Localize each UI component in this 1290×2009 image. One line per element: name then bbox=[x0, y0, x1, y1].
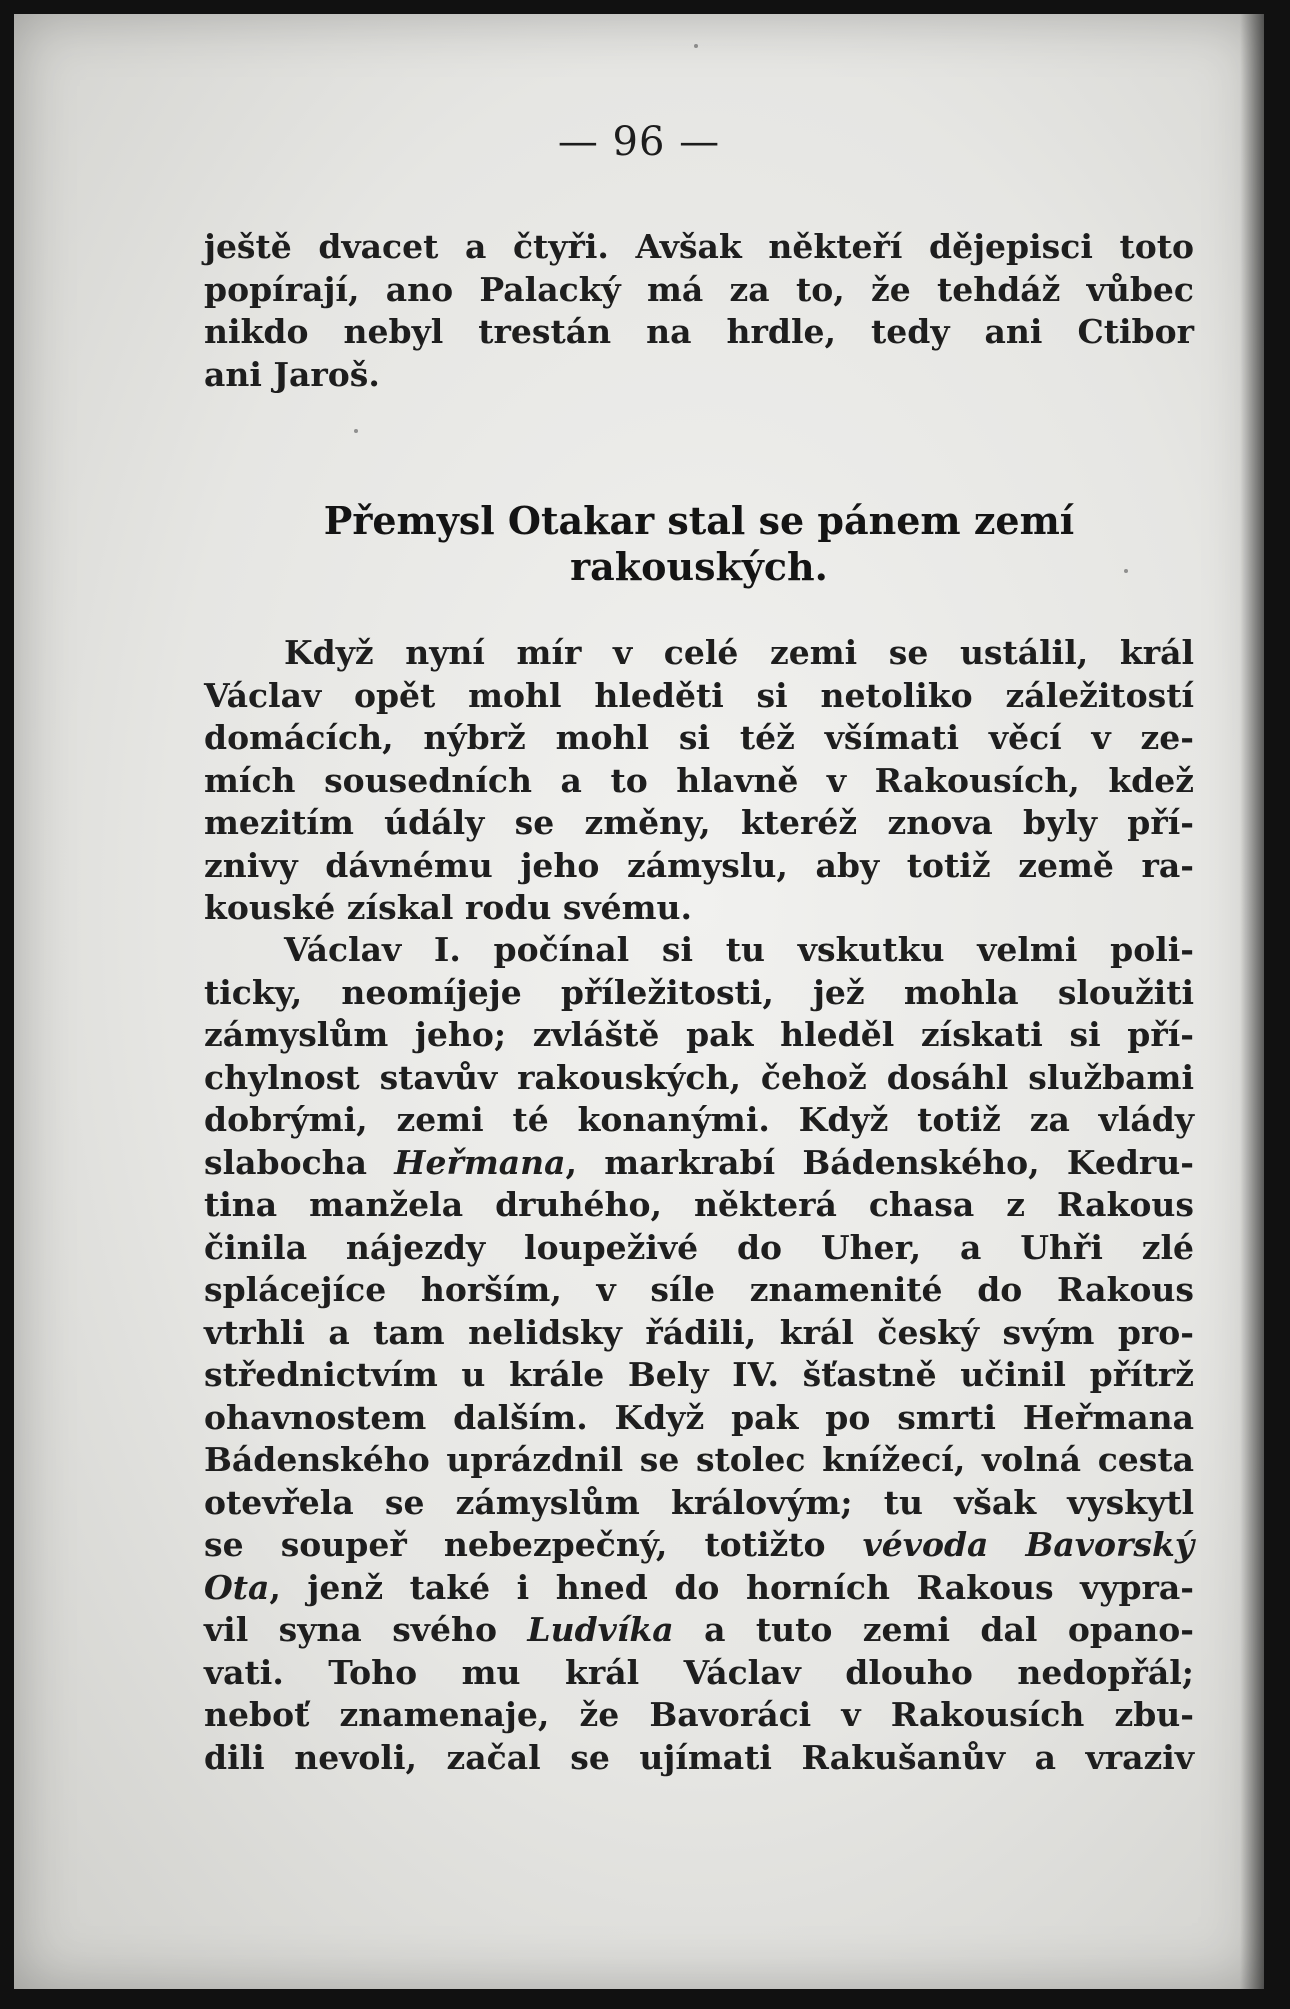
text-line: ohavnostem dalším. Když pak po smrti Heřmana bbox=[204, 1397, 1194, 1437]
page-number: — 96 — bbox=[557, 119, 721, 165]
text-line: tina manžela druhého, některá chasa z Rakous bbox=[204, 1185, 1194, 1224]
text-line: nikdo nebyl trestán na hrdle, tedy ani Ctibor bbox=[204, 312, 1194, 351]
text-line: otevřela se zámyslům královým; tu však vyskytl bbox=[204, 1482, 1194, 1522]
ink-speck bbox=[354, 429, 358, 433]
text-line: Bádenského uprázdnil se stolec knížecí, volná cesta bbox=[204, 1440, 1194, 1479]
text-line: domácích, nýbrž mohl si též všímati věcí v ze- bbox=[204, 718, 1194, 757]
text-fragment: se soupeř nebezpečný, totižto bbox=[204, 1525, 863, 1564]
text-line: střednictvím u krále Bely IV. šťastně učinil přítrž bbox=[204, 1355, 1194, 1394]
text-line: splácejíce horším, v síle znamenité do Rakous bbox=[204, 1270, 1194, 1309]
text-line: ticky, neomíjeje příležitosti, jež mohla sloužiti bbox=[204, 972, 1194, 1012]
text-line: dili nevoli, začal se ujímati Rakušanův a vraziv bbox=[204, 1737, 1194, 1777]
text-fragment: vil syna svého bbox=[204, 1610, 528, 1649]
text-line: vtrhli a tam nelidsky řádili, král český svým pro- bbox=[204, 1312, 1194, 1352]
text-line: Václav I. počínal si tu vskutku velmi poli- bbox=[284, 930, 1194, 969]
heading-line: rakouských. bbox=[570, 544, 828, 589]
text-line: znivy dávnému jeho zámyslu, aby totiž země ra- bbox=[204, 845, 1194, 885]
italic-name: Heřmana bbox=[394, 1142, 566, 1182]
page-edge-shadow bbox=[1240, 14, 1264, 1989]
italic-name: Ota bbox=[204, 1567, 270, 1607]
text-line: ani Jaroš. bbox=[204, 354, 380, 394]
text-line bbox=[204, 1609, 1194, 1652]
italic-name: Ludvíka bbox=[527, 1610, 674, 1649]
paragraph-2 bbox=[204, 929, 1194, 1779]
text-fragment: , jenž také i hned do horních Rakous vypra- bbox=[269, 1567, 1194, 1607]
text-line: dobrými, zemi té konanými. Když totiž za vlády bbox=[204, 1100, 1194, 1139]
italic-name: vévoda Bavorský bbox=[862, 1525, 1194, 1564]
text-line: zámyslům jeho; zvláště pak hleděl získati si pří- bbox=[204, 1015, 1194, 1054]
text-line: Když nyní mír v celé zemi se ustálil, král bbox=[284, 633, 1194, 672]
text-line: vati. Toho mu král Václav dlouho nedopřál; bbox=[204, 1652, 1194, 1692]
text-line: činila nájezdy loupeživé do Uher, a Uhři zlé bbox=[204, 1227, 1194, 1267]
paragraph-1 bbox=[204, 632, 1194, 930]
text-line: chylnost stavův rakouských, čehož dosáhl službami bbox=[204, 1057, 1194, 1097]
text-fragment: , markrabí Bádenského, Kedru- bbox=[565, 1142, 1194, 1182]
text-line: mezitím údály se změny, kteréž znova byly pří- bbox=[204, 803, 1194, 842]
text-line: popírají, ano Palacký má za to, že tehdáž vůbec bbox=[204, 269, 1194, 309]
text-line bbox=[204, 1567, 1194, 1610]
text-line bbox=[204, 1524, 1194, 1567]
text-line: ještě dvacet a čtyři. Avšak někteří dějepisci toto bbox=[204, 227, 1194, 266]
book-page bbox=[14, 14, 1264, 1989]
text-fragment: a tuto zemi dal opano- bbox=[673, 1610, 1194, 1649]
text-line: mích sousedních a to hlavně v Rakousích, kdež bbox=[204, 760, 1194, 800]
ink-speck bbox=[694, 44, 698, 48]
text-line bbox=[204, 1142, 1194, 1185]
text-line: neboť znamenaje, že Bavoráci v Rakousích zbu- bbox=[204, 1695, 1194, 1734]
section-heading bbox=[204, 498, 1194, 590]
text-line: kouské získal rodu svému. bbox=[204, 888, 693, 927]
text-fragment: slabocha bbox=[204, 1142, 395, 1182]
text-line: Václav opět mohl hleděti si netoliko záležitostí bbox=[204, 675, 1194, 715]
heading-line: Přemysl Otakar stal se pánem zemí bbox=[323, 498, 1075, 543]
intro-paragraph bbox=[204, 226, 1194, 396]
